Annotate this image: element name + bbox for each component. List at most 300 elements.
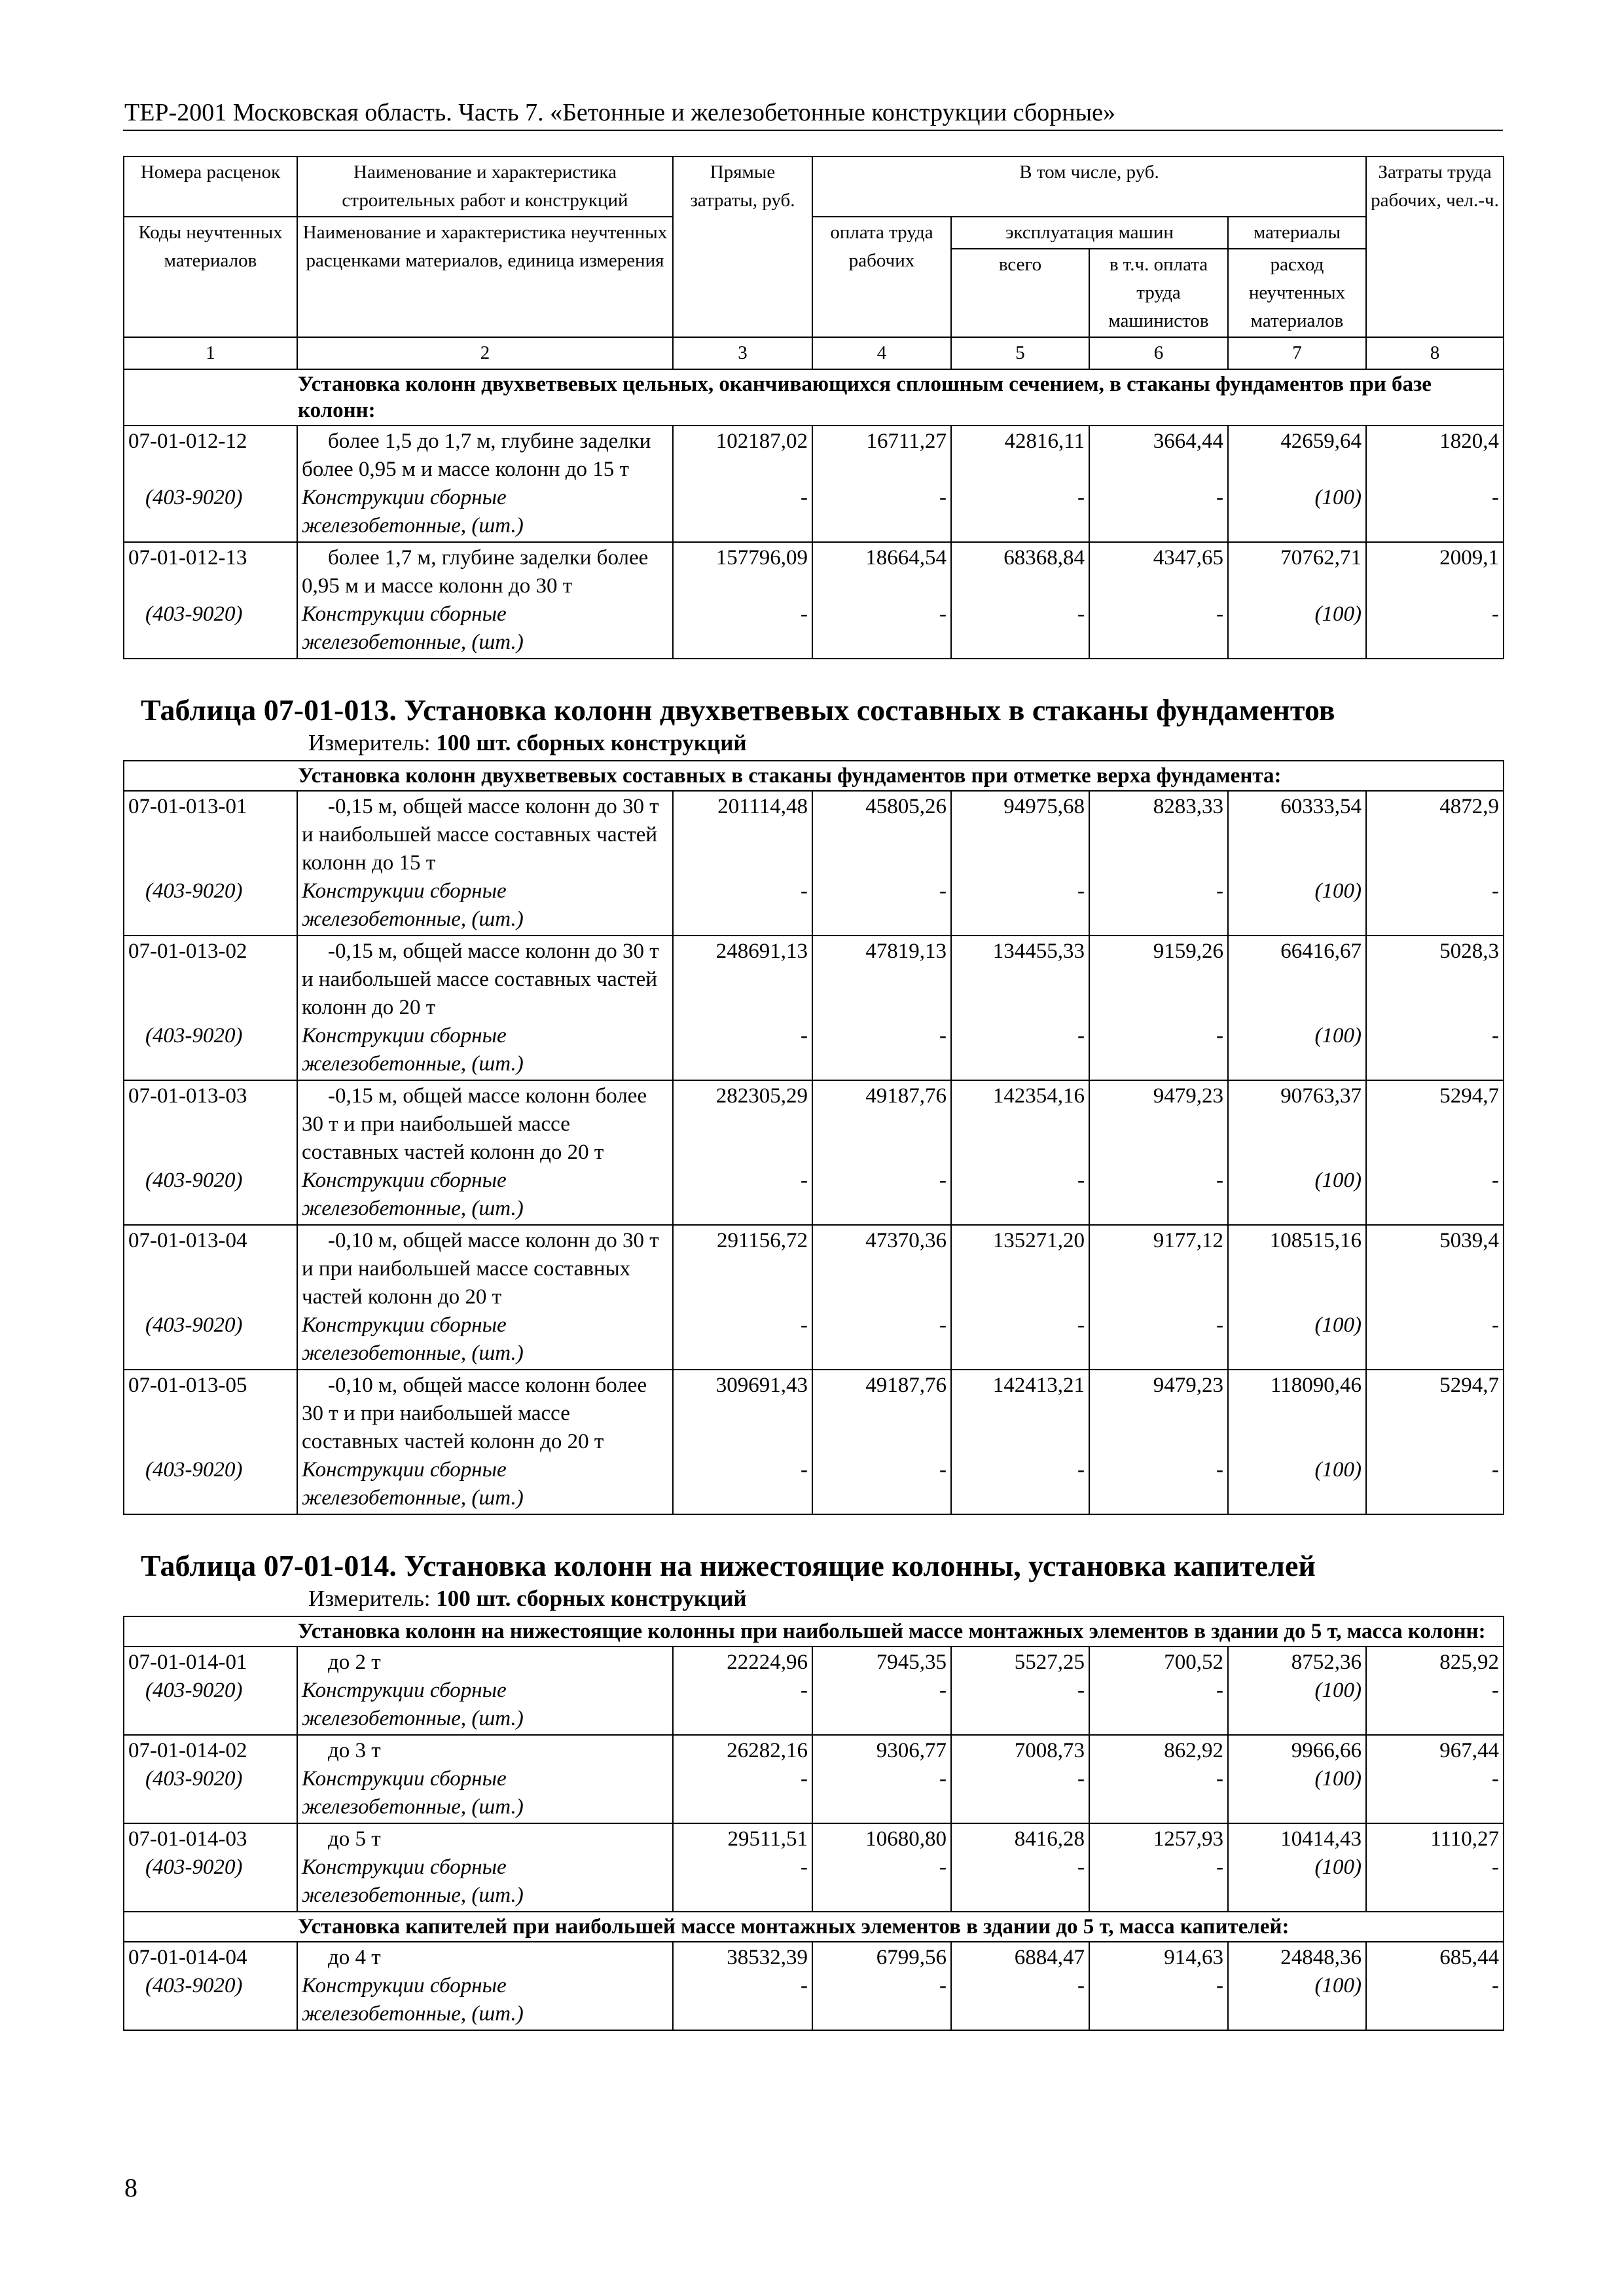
col-header-hours: Затраты труда рабочих, чел.-ч.	[1366, 156, 1504, 337]
rate-description-cell	[297, 542, 673, 659]
material-qty: (100)	[1314, 486, 1362, 509]
section-heading: Установка капителей при наибольшей массе монтажных элементов в здании до 5 т, масса капителей:	[124, 1912, 1504, 1942]
material-dash: -	[1077, 1974, 1085, 1997]
price-table	[123, 156, 1504, 2031]
column-number: 6	[1089, 337, 1228, 369]
labor-cost: 18664,54	[865, 546, 947, 570]
column-number: 3	[673, 337, 812, 369]
machine-labor-cost: 1257,93	[1153, 1827, 1223, 1851]
material-name: Конструкции сборные железобетонные, (шт.)	[302, 486, 524, 538]
labor-cost: 49187,76	[865, 1374, 947, 1397]
spacer	[956, 572, 1085, 600]
spacer	[1094, 456, 1223, 484]
material-code: (403-9020)	[145, 1855, 243, 1879]
material-code: (403-9020)	[145, 1679, 243, 1702]
spacer	[128, 456, 293, 484]
machine-labor-cost-cell	[1089, 542, 1228, 659]
materials-cost: 90763,37	[1280, 1084, 1362, 1108]
machine-cost: 142354,16	[992, 1084, 1085, 1108]
rate-description-cell	[297, 1370, 673, 1514]
material-dash: -	[1216, 1974, 1223, 1997]
material-dash: -	[1216, 1855, 1223, 1879]
table-row	[124, 791, 1504, 936]
material-dash: -	[939, 1767, 947, 1791]
material-dash: -	[939, 1974, 947, 1997]
rate-code: 07-01-013-03	[128, 1084, 247, 1108]
labor-cost: 47819,13	[865, 939, 947, 963]
direct-cost-cell	[673, 791, 812, 936]
material-dash: -	[939, 602, 947, 626]
material-name: Конструкции сборные железобетонные, (шт.)	[302, 1855, 524, 1907]
spacer	[1371, 572, 1499, 600]
rate-description: более 1,7 м, глубине заделки более 0,95 м и массе колонн до 30 т	[302, 546, 649, 598]
spacer	[677, 821, 808, 877]
spacer	[956, 1110, 1085, 1167]
column-number: 2	[297, 337, 673, 369]
material-code: (403-9020)	[145, 1458, 243, 1482]
material-dash: -	[1492, 1767, 1499, 1791]
spacer	[1233, 1110, 1362, 1167]
materials-cost: 118090,46	[1270, 1374, 1362, 1397]
labor-hours: 4872,9	[1439, 795, 1499, 818]
direct-cost-cell	[673, 1942, 812, 2030]
direct-cost: 26282,16	[727, 1739, 808, 1762]
header-rule	[123, 130, 1503, 131]
material-name: Конструкции сборные железобетонные, (шт.)	[302, 879, 524, 931]
labor-hours-cell	[1366, 1370, 1504, 1514]
spacer	[1371, 1110, 1499, 1167]
col-header-group: В том числе, руб.	[812, 156, 1366, 217]
material-dash: -	[1492, 1024, 1499, 1048]
direct-cost: 157796,09	[715, 546, 808, 570]
machine-cost: 6884,47	[1014, 1946, 1085, 1969]
spacer	[1371, 456, 1499, 484]
materials-cost: 10414,43	[1280, 1827, 1362, 1851]
spacer	[1233, 821, 1362, 877]
column-number: 7	[1228, 337, 1366, 369]
machine-labor-cost: 862,92	[1164, 1739, 1223, 1762]
machine-labor-cost: 9479,23	[1153, 1084, 1223, 1108]
material-dash: -	[801, 1024, 808, 1048]
machine-labor-cost: 9479,23	[1153, 1374, 1223, 1397]
material-dash: -	[801, 602, 808, 626]
material-dash: -	[1077, 1024, 1085, 1048]
spacer	[128, 1400, 293, 1456]
machine-cost-cell	[951, 936, 1089, 1080]
material-dash: -	[801, 879, 808, 903]
machine-labor-cost: 914,63	[1164, 1946, 1223, 1969]
rate-code-cell	[124, 1735, 297, 1823]
material-dash: -	[801, 486, 808, 509]
spacer	[1094, 1400, 1223, 1456]
material-qty: (100)	[1314, 1767, 1362, 1791]
col-header-rates: Номера расценок	[124, 156, 297, 217]
direct-cost-cell	[673, 1370, 812, 1514]
spacer	[128, 821, 293, 877]
labor-cost: 7945,35	[876, 1650, 947, 1674]
table-row	[124, 936, 1504, 1080]
column-number: 5	[951, 337, 1089, 369]
material-dash: -	[1077, 1855, 1085, 1879]
machine-labor-cost: 4347,65	[1153, 546, 1223, 570]
labor-hours-cell	[1366, 542, 1504, 659]
labor-hours-cell	[1366, 1647, 1504, 1735]
material-dash: -	[801, 1974, 808, 1997]
labor-hours: 2009,1	[1439, 546, 1499, 570]
spacer	[1233, 572, 1362, 600]
machine-cost-cell	[951, 1080, 1089, 1225]
labor-hours-cell	[1366, 936, 1504, 1080]
material-dash: -	[939, 879, 947, 903]
spacer	[1094, 1110, 1223, 1167]
material-dash: -	[1492, 1169, 1499, 1192]
spacer	[1371, 966, 1499, 1022]
material-code: (403-9020)	[145, 1169, 243, 1192]
labor-cost: 6799,56	[876, 1946, 947, 1969]
machine-cost-cell	[951, 1225, 1089, 1370]
table-row	[124, 1735, 1504, 1823]
labor-cost-cell	[812, 1942, 951, 2030]
section-heading: Установка колонн на нижестоящие колонны при наибольшей массе монтажных элементов в здании до 5 т, масса колонн:	[124, 1616, 1504, 1647]
rate-code: 07-01-013-02	[128, 939, 247, 963]
material-code: (403-9020)	[145, 1767, 243, 1791]
material-qty: (100)	[1314, 1974, 1362, 1997]
spacer	[1233, 966, 1362, 1022]
rate-code: 07-01-014-03	[128, 1827, 247, 1851]
labor-hours-cell	[1366, 1823, 1504, 1912]
table-title-row	[124, 1514, 1504, 1616]
material-code: (403-9020)	[145, 879, 243, 903]
col-header-mat-qty: расход неучтенных материалов	[1228, 249, 1366, 337]
spacer	[677, 1110, 808, 1167]
rate-code: 07-01-012-13	[128, 546, 247, 570]
rate-code-cell	[124, 1942, 297, 2030]
spacer	[677, 1255, 808, 1311]
machine-cost-cell	[951, 1823, 1089, 1912]
labor-cost-cell	[812, 791, 951, 936]
col-header-codes: Коды неучтенных материалов	[124, 217, 297, 337]
machine-labor-cost: 9177,12	[1153, 1229, 1223, 1252]
material-dash: -	[801, 1313, 808, 1337]
material-dash: -	[1077, 486, 1085, 509]
material-dash: -	[1077, 602, 1085, 626]
material-name: Конструкции сборные железобетонные, (шт.)	[302, 1679, 524, 1730]
materials-cost-cell	[1228, 1080, 1366, 1225]
spacer	[1371, 821, 1499, 877]
col-header-direct: Прямые затраты, руб.	[673, 156, 812, 337]
direct-cost: 38532,39	[727, 1946, 808, 1969]
col-header-labor: оплата труда рабочих	[812, 217, 951, 337]
rate-code-cell	[124, 791, 297, 936]
material-dash: -	[939, 1313, 947, 1337]
direct-cost-cell	[673, 542, 812, 659]
materials-cost: 8752,36	[1291, 1650, 1362, 1674]
spacer	[817, 821, 947, 877]
rate-code-cell	[124, 426, 297, 542]
machine-labor-cost: 8283,33	[1153, 795, 1223, 818]
direct-cost: 29511,51	[727, 1827, 808, 1851]
page-number: 8	[124, 2173, 137, 2202]
machine-cost: 94975,68	[1003, 795, 1085, 818]
column-number: 1	[124, 337, 297, 369]
material-qty: (100)	[1314, 1169, 1362, 1192]
rate-description-cell	[297, 426, 673, 542]
machine-labor-cost: 9159,26	[1153, 939, 1223, 963]
machine-cost: 142413,21	[992, 1374, 1085, 1397]
material-dash: -	[1077, 1313, 1085, 1337]
material-code: (403-9020)	[145, 486, 243, 509]
material-dash: -	[1492, 486, 1499, 509]
machine-cost: 5527,25	[1014, 1650, 1085, 1674]
spacer	[128, 1255, 293, 1311]
material-dash: -	[801, 1855, 808, 1879]
material-dash: -	[939, 1169, 947, 1192]
material-dash: -	[1077, 879, 1085, 903]
spacer	[128, 1110, 293, 1167]
labor-cost: 10680,80	[865, 1827, 947, 1851]
material-name: Конструкции сборные железобетонные, (шт.)	[302, 1024, 524, 1076]
labor-cost: 9306,77	[876, 1739, 947, 1762]
material-name: Конструкции сборные железобетонные, (шт.)	[302, 1313, 524, 1365]
rate-code: 07-01-013-05	[128, 1374, 247, 1397]
spacer	[1371, 1400, 1499, 1456]
spacer	[956, 456, 1085, 484]
col-header-mach-labor: в т.ч. оплата труда машинистов	[1089, 249, 1228, 337]
labor-cost: 47370,36	[865, 1229, 947, 1252]
material-dash: -	[1492, 1458, 1499, 1482]
table-title-cell	[124, 659, 1504, 761]
rate-code: 07-01-013-01	[128, 795, 247, 818]
direct-cost: 102187,02	[715, 429, 808, 453]
material-dash: -	[1216, 1767, 1223, 1791]
rate-code: 07-01-014-01	[128, 1650, 247, 1674]
material-dash: -	[1492, 879, 1499, 903]
materials-cost-cell	[1228, 1942, 1366, 2030]
section-heading-row	[124, 761, 1504, 791]
material-dash: -	[1492, 1855, 1499, 1879]
material-dash: -	[939, 1024, 947, 1048]
material-qty: (100)	[1314, 1458, 1362, 1482]
col-header-machines: эксплуатация машин	[951, 217, 1228, 249]
material-dash: -	[1492, 1974, 1499, 1997]
direct-cost: 201114,48	[717, 795, 808, 818]
spacer	[128, 572, 293, 600]
labor-cost-cell	[812, 1080, 951, 1225]
spacer	[677, 456, 808, 484]
materials-cost-cell	[1228, 1370, 1366, 1514]
material-qty: (100)	[1314, 1313, 1362, 1337]
materials-cost-cell	[1228, 936, 1366, 1080]
rate-description-cell	[297, 1647, 673, 1735]
material-code: (403-9020)	[145, 1024, 243, 1048]
labor-hours: 1110,27	[1430, 1827, 1499, 1851]
material-dash: -	[1216, 1458, 1223, 1482]
direct-cost-cell	[673, 426, 812, 542]
direct-cost: 248691,13	[715, 939, 808, 963]
material-qty: (100)	[1314, 1679, 1362, 1702]
table-row	[124, 1225, 1504, 1370]
labor-hours: 967,44	[1439, 1739, 1499, 1762]
table-row	[124, 1942, 1504, 2030]
material-code: (403-9020)	[145, 1974, 243, 1997]
rate-description-cell	[297, 1823, 673, 1912]
labor-cost-cell	[812, 426, 951, 542]
spacer	[1233, 1400, 1362, 1456]
col-header-materials-name: Наименование и характеристика неучтенных расценками материалов, единица измерения	[297, 217, 673, 337]
table-title-row	[124, 659, 1504, 761]
table-row	[124, 1823, 1504, 1912]
rate-code: 07-01-012-12	[128, 429, 247, 453]
machine-cost-cell	[951, 542, 1089, 659]
material-dash: -	[1216, 1024, 1223, 1048]
labor-cost-cell	[812, 542, 951, 659]
material-qty: (100)	[1314, 879, 1362, 903]
rate-code-cell	[124, 1370, 297, 1514]
col-header-name: Наименование и характеристика строительных работ и конструкций	[297, 156, 673, 217]
direct-cost: 282305,29	[715, 1084, 808, 1108]
machine-cost-cell	[951, 1942, 1089, 2030]
rate-code-cell	[124, 1225, 297, 1370]
machine-cost: 8416,28	[1014, 1827, 1085, 1851]
materials-cost: 24848,36	[1280, 1946, 1362, 1969]
spacer	[677, 1400, 808, 1456]
spacer	[1094, 572, 1223, 600]
col-header-mach-total: всего	[951, 249, 1089, 337]
materials-cost: 60333,54	[1280, 795, 1362, 818]
table-title: Таблица 07-01-013. Установка колонн двухветвевых составных в стаканы фундаментов	[141, 693, 1335, 727]
material-qty: (100)	[1314, 602, 1362, 626]
machine-labor-cost: 3664,44	[1153, 429, 1223, 453]
material-dash: -	[939, 1458, 947, 1482]
materials-cost-cell	[1228, 1735, 1366, 1823]
spacer	[956, 1255, 1085, 1311]
material-dash: -	[939, 1855, 947, 1879]
table-title: Таблица 07-01-014. Установка колонн на нижестоящие колонны, установка капителей	[141, 1549, 1316, 1582]
rate-code-cell	[124, 1823, 297, 1912]
labor-hours: 5028,3	[1439, 939, 1499, 963]
materials-cost: 108515,16	[1269, 1229, 1362, 1252]
rate-description: до 3 т	[328, 1739, 381, 1762]
material-dash: -	[1077, 1458, 1085, 1482]
rate-description: -0,15 м, общей массе колонн до 30 т и наибольшей массе составных частей колонн до 20 т	[302, 939, 659, 1019]
machine-labor-cost-cell	[1089, 1370, 1228, 1514]
column-number: 8	[1366, 337, 1504, 369]
rate-description: до 4 т	[328, 1946, 381, 1969]
section-heading-row	[124, 1912, 1504, 1942]
spacer	[817, 966, 947, 1022]
direct-cost-cell	[673, 1735, 812, 1823]
machine-labor-cost-cell	[1089, 791, 1228, 936]
direct-cost-cell	[673, 936, 812, 1080]
materials-cost-cell	[1228, 426, 1366, 542]
rate-code-cell	[124, 1080, 297, 1225]
material-dash: -	[1216, 879, 1223, 903]
labor-hours-cell	[1366, 1225, 1504, 1370]
material-dash: -	[1077, 1767, 1085, 1791]
table-measure	[124, 729, 1504, 760]
labor-hours-cell	[1366, 426, 1504, 542]
machine-labor-cost-cell	[1089, 1735, 1228, 1823]
spacer	[1233, 456, 1362, 484]
material-dash: -	[1077, 1679, 1085, 1702]
labor-cost-cell	[812, 1735, 951, 1823]
machine-labor-cost-cell	[1089, 1225, 1228, 1370]
measure-value: 100 шт. сборных конструкций	[436, 1586, 747, 1611]
direct-cost-cell	[673, 1080, 812, 1225]
material-dash: -	[801, 1679, 808, 1702]
spacer	[1094, 821, 1223, 877]
rate-description: -0,15 м, общей массе колонн до 30 т и наибольшей массе составных частей колонн до 15 т	[302, 795, 659, 875]
labor-cost: 16711,27	[866, 429, 947, 453]
materials-cost-cell	[1228, 1225, 1366, 1370]
machine-labor-cost-cell	[1089, 426, 1228, 542]
rate-description: до 2 т	[328, 1650, 381, 1674]
labor-hours-cell	[1366, 1735, 1504, 1823]
spacer	[956, 1400, 1085, 1456]
machine-cost: 42816,11	[1004, 429, 1085, 453]
section-heading-row	[124, 369, 1504, 426]
rate-description: -0,10 м, общей массе колонн до 30 т и при наибольшей массе составных частей колонн до 20 т	[302, 1229, 659, 1309]
labor-cost-cell	[812, 1370, 951, 1514]
spacer	[956, 966, 1085, 1022]
material-dash: -	[1216, 1169, 1223, 1192]
machine-cost: 135271,20	[992, 1229, 1085, 1252]
materials-cost-cell	[1228, 1647, 1366, 1735]
labor-cost: 45805,26	[865, 795, 947, 818]
section-heading: Установка колонн двухветвевых цельных, оканчивающихся сплошным сечением, в стаканы фундаментов при базе колонн:	[124, 369, 1504, 426]
material-dash: -	[1077, 1169, 1085, 1192]
spacer	[1371, 1255, 1499, 1311]
labor-hours: 5039,4	[1439, 1229, 1499, 1252]
machine-cost: 134455,33	[992, 939, 1085, 963]
rate-code: 07-01-014-02	[128, 1739, 247, 1762]
machine-labor-cost-cell	[1089, 1647, 1228, 1735]
rate-description-cell	[297, 1225, 673, 1370]
material-dash: -	[939, 486, 947, 509]
table-title-cell	[124, 1514, 1504, 1616]
labor-hours-cell	[1366, 1942, 1504, 2030]
rate-description: -0,15 м, общей массе колонн более 30 т и при наибольшей массе составных частей колонн до 20 т	[302, 1084, 647, 1164]
table-header-row-1	[124, 156, 1504, 217]
material-dash: -	[1216, 486, 1223, 509]
spacer	[1094, 966, 1223, 1022]
rate-code-cell	[124, 936, 297, 1080]
col-header-materials: материалы	[1228, 217, 1366, 249]
spacer	[817, 572, 947, 600]
rate-description-cell	[297, 1080, 673, 1225]
materials-cost-cell	[1228, 542, 1366, 659]
materials-cost: 9966,66	[1291, 1739, 1362, 1762]
labor-hours: 825,92	[1439, 1650, 1499, 1674]
material-dash: -	[939, 1679, 947, 1702]
material-dash: -	[801, 1767, 808, 1791]
material-dash: -	[801, 1169, 808, 1192]
machine-cost: 68368,84	[1003, 546, 1085, 570]
rate-description: до 5 т	[328, 1827, 381, 1851]
measure-value: 100 шт. сборных конструкций	[436, 730, 747, 756]
materials-cost-cell	[1228, 791, 1366, 936]
labor-hours: 5294,7	[1439, 1374, 1499, 1397]
material-name: Конструкции сборные железобетонные, (шт.)	[302, 1458, 524, 1510]
material-qty: (100)	[1314, 1024, 1362, 1048]
materials-cost: 42659,64	[1280, 429, 1362, 453]
labor-hours-cell	[1366, 1080, 1504, 1225]
materials-cost: 70762,71	[1280, 546, 1362, 570]
labor-cost-cell	[812, 1225, 951, 1370]
machine-labor-cost-cell	[1089, 1080, 1228, 1225]
machine-labor-cost-cell	[1089, 1823, 1228, 1912]
material-qty: (100)	[1314, 1855, 1362, 1879]
